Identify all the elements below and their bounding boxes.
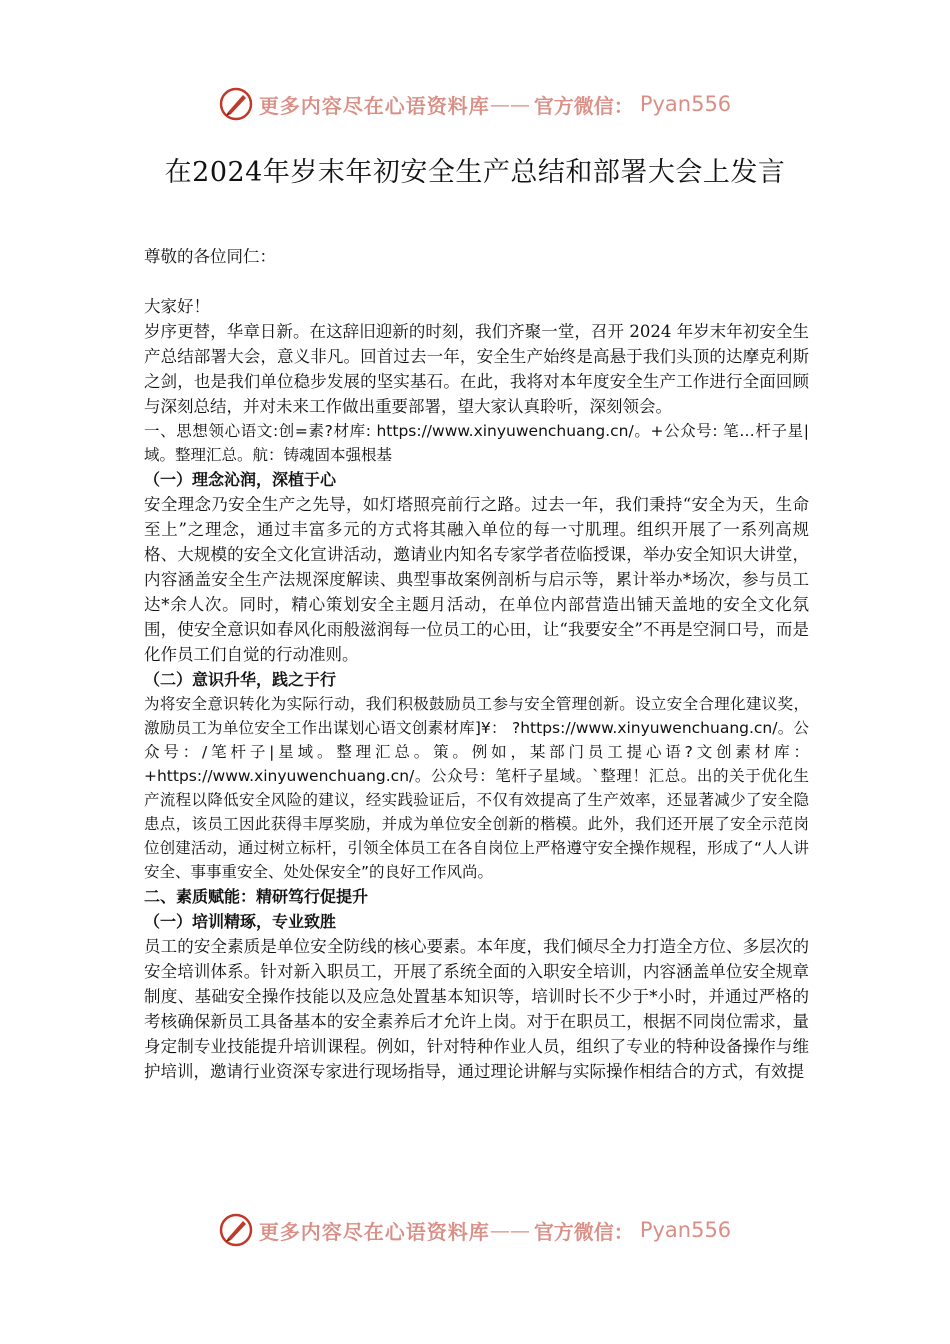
- subsection-2-body: 为将安全意识转化为实际行动，我们积极鼓励员工参与安全管理创新。设立安全合理化建议奖，激励员工为单位安全工作出谋划心语文创素材库]¥： ?https://www.xinyuwenchuang.cn/。公众号：/笔杆子|星域。整理汇总。策。例如，某部门员工提心语?文创素材库：+https://www.xinyuwenchuang.cn/。公众号：笔杆子星域。`整理！汇总。出的关于优化生产流程以降低安全风险的建议，经实践验证后，不仅有效提高了生产效率，还显著减少了安全隐患点，该员工因此获得丰厚奖励，并成为单位安全创新的楷模。此外，我们还开展了安全示范岗位创建活动，通过树立标杆，引领全体员工在各自岗位上严格遵守安全操作规程，形成了“人人讲安全、事事重安全、处处保安全”的良好工作风尚。: [144, 695, 809, 881]
- subsection-2-heading: （二）意识升华，践之于行: [144, 670, 337, 689]
- banner-separator: ——: [489, 92, 530, 116]
- pen-logo-icon: [219, 87, 253, 121]
- subsection-1-body: 安全理念乃安全生产之先导，如灯塔照亮前行之路。过去一年，我们秉持“安全为天，生命至上”之理念，通过丰富多元的方式将其融入单位的每一寸肌理。组织开展了一系列高规格、大规模的安全文化宣讲活动，邀请业内知名专家学者莅临授课，举办安全知识大讲堂，内容涵盖安全生产法规深度解读、典型事故案例剖析与启示等，累计举办*场次，参与员工达*余人次。同时，精心策划安全主题月活动，在单位内部营造出铺天盖地的安全文化氛围，使安全意识如春风化雨般滋润每一位员工的心田，让“我要安全”不再是空洞口号，而是化作员工们自觉的行动准则。: [144, 495, 809, 664]
- banner-wechat-label: 官方微信：: [533, 1219, 634, 1244]
- header-banner: [0, 82, 950, 126]
- footer-banner: [0, 1208, 950, 1252]
- section-2-heading: 二、素质赋能：精研笃行促提升: [144, 887, 369, 906]
- document-body: [144, 244, 809, 1084]
- subsection-3-heading: （一）培训精琢，专业致胜: [144, 912, 337, 931]
- subsection-1-heading: （一）理念沁润，深植于心: [144, 470, 337, 489]
- banner-separator: ——: [489, 1218, 530, 1242]
- salutation: 尊敬的各位同仁：: [144, 247, 276, 266]
- banner-text: 更多内容尽在心语资料库: [258, 93, 490, 118]
- banner-wechat-label: 官方微信：: [533, 93, 634, 118]
- greeting: 大家好！: [144, 297, 210, 316]
- intro-paragraph: 岁序更替，华章日新。在这辞旧迎新的时刻，我们齐聚一堂，召开 2024 年岁末年初安全生产总结部署大会，意义非凡。回首过去一年，安全生产始终是高悬于我们头顶的达摩克利斯之剑，也是我们单位稳步发展的坚实基石。在此，我将对本年度安全生产工作进行全面回顾与深刻总结，并对未来工作做出重要部署，望大家认真聆听，深刻领会。: [144, 322, 809, 416]
- document-title: 在2024年岁末年初安全生产总结和部署大会上发言: [164, 157, 786, 188]
- banner-text: 更多内容尽在心语资料库: [258, 1219, 490, 1244]
- banner-wechat-id: Pyan556: [639, 92, 732, 116]
- section-1-heading: 一、思想领心语文:创=素?材库: https://www.xinyuwenchuang.cn/。+公众号: 笔…杆子星|域。整理汇总。航：铸魂固本强根基: [144, 422, 809, 464]
- subsection-3-body: 员工的安全素质是单位安全防线的核心要素。本年度，我们倾尽全力打造全方位、多层次的安全培训体系。针对新入职员工，开展了系统全面的入职安全培训，内容涵盖单位安全规章制度、基础安全操作技能以及应急处置基本知识等，培训时长不少于*小时，并通过严格的考核确保新员工具备基本的安全素养后才允许上岗。对于在职员工，根据不同岗位需求，量身定制专业技能提升培训课程。例如，针对特种作业人员，组织了专业的特种设备操作与维护培训，邀请行业资深专家进行现场指导，通过理论讲解与实际操作相结合的方式，有效提: [144, 937, 809, 1081]
- banner-wechat-id: Pyan556: [639, 1218, 732, 1242]
- pen-logo-icon: [219, 1213, 253, 1247]
